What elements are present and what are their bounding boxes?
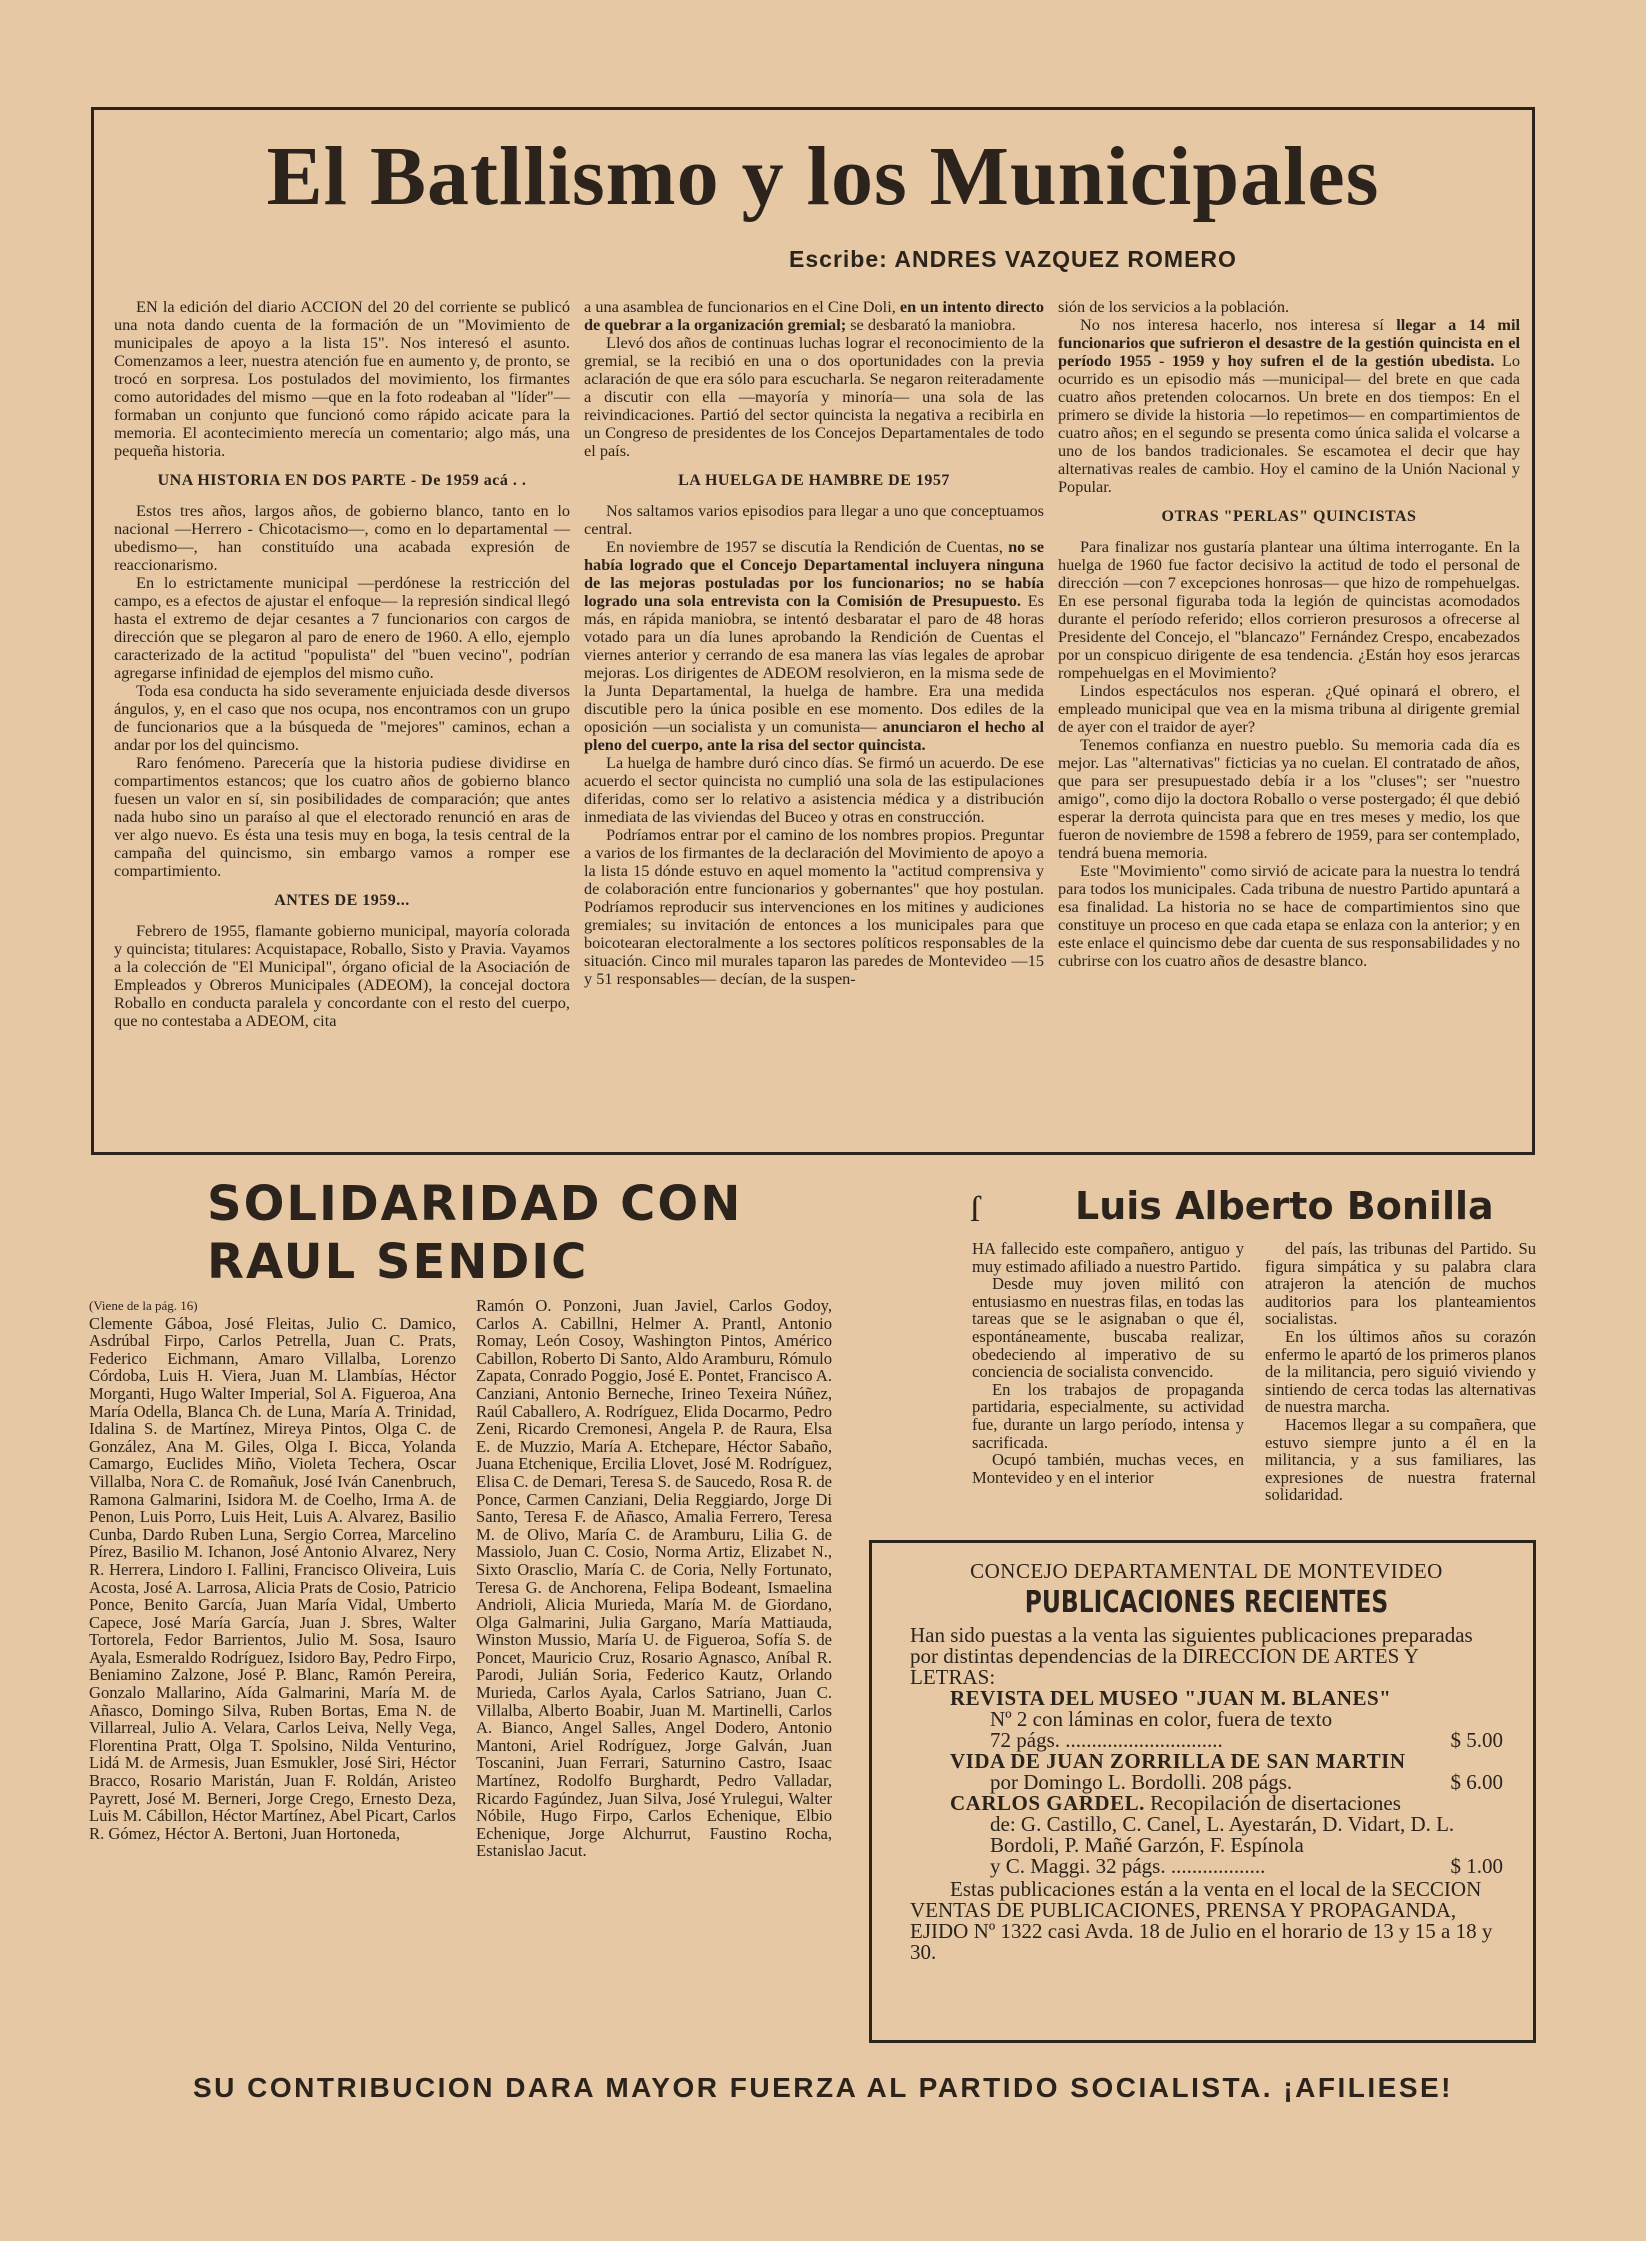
obituary-title: Luis Alberto Bonilla xyxy=(1075,1184,1494,1228)
paragraph-text: Podríamos entrar por el camino de los nombres propios. Preguntar a varios de los firmantes de la declaración del Movimiento de apoyo a la lista 15 dónde estuvo en aquel momento la "actitud comprensiva y de colaboración entre funcionarios y gobernantes" que hoy postulan. Podríamos reproducir sus intervenciones en los mitines y audiciones gremiales; su invitación de entonces a los municipales para que boicotearan electoralmente a los sectores políticos responsables de la situación. Cinco mil murales taparon las paredes de Montevideo —15 y 51 responsables— decían, de la suspen- xyxy=(584,825,1044,988)
paragraph: En los últimos años su corazón enfermo le apartó de los primeros planos de la militancia, pero siguió viviendo y sintiendo de cerca todas las alternativas de nuestra marcha. xyxy=(1265,1326,1536,1417)
section-heading: UNA HISTORIA EN DOS PARTE - De 1959 acá . . xyxy=(157,472,527,489)
paragraph-text: En noviembre de 1957 se discutía la Rendición de Cuentas, xyxy=(606,537,1009,556)
paragraph xyxy=(114,574,570,682)
paragraph-text: sión de los servicios a la población. xyxy=(1058,298,1290,316)
paragraph xyxy=(114,502,570,574)
paragraph xyxy=(1058,316,1520,496)
article-title: El Batllismo y los Municipales xyxy=(266,130,1380,223)
paragraph xyxy=(1058,736,1520,862)
ad-intro: Han sido puestas a la venta las siguientes publicaciones preparadas por distintas dependencias de la DIRECCION DE ARTES Y LETRAS: xyxy=(910,1623,1473,1689)
paragraph-text: Lo ocurrido es un episodio más —municipal— del brete en que cada cuatro años pretenden colocarnos. Un brete en dos tiempos: En el primero se divide la historia —lo repetimos— en compartimientos de cuatro años; en el segundo se presenta como única salida el volcarse a uno de los bandos tradicionales. Se escamotea el decir que hay alternativas reales de cambio. Hoy el camino de la Unión Nacional y Popular. xyxy=(1058,351,1520,496)
publication-price: $ 1.00 xyxy=(1450,1854,1503,1878)
signatories-text: Ramón O. Ponzoni, Juan Javiel, Carlos Godoy, Carlos A. Cabillni, Helmer A. Prantl, Antonio Romay, León Cosoy, Washington Pintos, Américo Cabillon, Roberto Di Santo, Aldo Aramburu, Rómulo Zapata, Conrado Poggio, José E. Pontet, Francisco A. Canziani, Antonio Berneche, Irineo Texeira Núñez, Raúl Caballero, A. Rodríguez, Elida Docarmo, Pedro Zeni, Ricardo Cremonesi, Angela P. de Raura, Elsa E. de Muzzio, María A. Etchepare, Héctor Sabaño, Juana Etchenique, Ercilia Llovet, José M. Rodríguez, Elisa C. de Demari, Teresa S. de Saucedo, Rosa R. de Ponce, Carmen Canziani, Delia Reggiardo, Jorge Di Santo, Teresa F. de Añasco, Amalia Ferrero, Teresa M. de Olivo, María C. de Aramburu, Lilia G. de Massiolo, Juan C. Cosio, Norma Artiz, Elizabet N., Sixto Orasclio, María C. de Coria, Nelly Fortunato, Teresa G. de Anchorena, Felipa Bodeant, Ismaelina Andrioli, Alicia Murieda, María M. de Giordano, Olga Galmarini, Julia Gargano, María Mattiauda, Winston Mussio, María U. de Figueroa, Sofía S. de Poncet, Mauricio Cruz, Rosario Agnasco, Aníbal R. Parodi, Julián Soria, Federico Kautz, Orlando Murieda, Carlos Ayala, Carlos Satriano, Juan C. Villalba, Alberto Boabir, Juan M. Martinelli, Carlos A. Bianco, Angel Salles, Angel Dodero, Antonio Mantoni, Ariel Rodríguez, Jorge Galván, Juan Toscanini, Juan Ferrari, Saturnino Castro, Isaac Martínez, Rodolfo Burghardt, Pedro Valladar, Ricardo Fagúndez, Juan Silva, José Yrulegui, Walter Nóbile, Hugo Firpo, Carlos Echenique, Elbio Echenique, Jorge Alchurrut, Faustino Rocha, Estanislao Jacut. xyxy=(476,1297,832,1861)
article-byline: Escribe: ANDRES VAZQUEZ ROMERO xyxy=(789,246,1237,272)
publication-pages: por Domingo L. Bordolli. 208 págs. xyxy=(990,1770,1293,1794)
publication-description: de: G. Castillo, C. Canel, L. Ayestarán, D. Vidart, D. L. Bordoli, P. Mañé Garzón, F. Espínola xyxy=(990,1812,1455,1857)
publication-item xyxy=(950,1793,1503,1877)
obituary-column-2 xyxy=(1265,1240,1536,1530)
paragraph-text: se desbarató la maniobra. xyxy=(846,315,1016,334)
paragraph: del país, las tribunas del Partido. Su figura simpática y su palabra clara atrajeron la atención de muchos auditorios para los planteamientos socialistas. xyxy=(1265,1240,1536,1329)
bold-text: no se había logrado que el Concejo Departamental incluyera ninguna de las mejoras postuladas por los funcionarios; no se había logrado una sola entrevista con la Comisión de Presupuesto. xyxy=(584,537,1044,610)
bold-text: llegar a 14 mil funcionarios que sufrieron el desastre de la gestión quincista en el período 1955 - 1959 y hoy sufren el de la gestión ubedista. xyxy=(1058,315,1520,370)
publication-name: CARLOS GARDEL. xyxy=(950,1791,1145,1815)
paragraph xyxy=(584,298,1044,334)
paragraph-text: La huelga de hambre duró cinco días. Se firmó un acuerdo. De ese acuerdo el sector quincista no cumplió una sola de las estipulaciones diferidas, como ser lo relativo a asistencia médica y a distribución inmediata de las viviendas del Buceo y otras en construcción. xyxy=(584,753,1044,826)
publication-price-row xyxy=(990,1856,1503,1877)
paragraph-text: No nos interesa hacerlo, nos interesa sí xyxy=(1080,315,1397,334)
publication-item xyxy=(950,1688,1503,1751)
ad-organization: CONCEJO DEPARTAMENTAL DE MONTEVIDEO xyxy=(970,1559,1443,1583)
article-column-2 xyxy=(584,298,1044,1148)
paragraph xyxy=(114,754,570,880)
solidaridad-title xyxy=(207,1175,742,1291)
paragraph-text: Para finalizar nos gustaría plantear una última interrogante. En la huelga de 1960 fue factor decisivo la actitud de todo el personal de dirección —con 7 excepciones honrosas— que hizo de rompehuelgas. En ese personal figuraba toda la legión de quincistas acomodados durante el período referido; ellos corrieron presurosos a ofrecerse al Presidente del Concejo, el "blancazo" Fernández Crespo, encabezados por un conspicuo dirigente de esa tendencia. ¿Están hoy esos jerarcas rompehuelgas en el Movimiento? xyxy=(1058,537,1520,682)
paragraph: Desde muy joven militó con entusiasmo en nuestras filas, en todas las tareas que se le asignaban o que él, espontáneamente, buscaba realizar, obedeciendo al imperativo de su conciencia de socialista convencido. xyxy=(972,1274,1244,1382)
publication-name: VIDA DE JUAN ZORRILLA DE SAN MARTIN xyxy=(950,1749,1406,1773)
signatories-column-2 xyxy=(476,1297,832,2087)
paragraph-text: En lo estrictamente municipal —perdónese la restricción del campo, es a efectos de ajustar el enfoque— la represión sindical llegó hasta el extremo de dejar cesantes a 7 funcionarios con cargos de dirección que se plegaron al paro de enero de 1960. A ello, ejemplo caracterizado de la actitud "populista" del "buen vecino", podrían agregarse infinidad de ejemplos del mismo cuño. xyxy=(114,573,570,682)
paragraph xyxy=(1058,298,1520,316)
publication-price: $ 5.00 xyxy=(1450,1728,1503,1752)
publication-item xyxy=(950,1751,1503,1793)
solidaridad-title-line2: RAUL SENDIC xyxy=(207,1234,589,1290)
paragraph xyxy=(584,502,1044,538)
publication-price: $ 6.00 xyxy=(1450,1770,1503,1794)
ad-outro: Estas publicaciones están a la venta en el local de la SECCION VENTAS DE PUBLICACIONES, PRENSA Y PROPAGANDA, EJIDO Nº 1322 casi Avda. 18 de Julio en el horario de 13 y 15 a 18 y 30. xyxy=(910,1877,1493,1964)
paragraph xyxy=(114,298,570,460)
publication-subtitle: Recopilación de disertaciones xyxy=(1144,1791,1401,1815)
paragraph-text: Febrero de 1955, flamante gobierno municipal, mayoría colorada y quincista; titulares: Acquistapace, Roballo, Sisto y Pravia. Vayamos a la colección de "El Municipal", órgano oficial de la Asociación de Empleados y Obreros Municipales (ADEOM), la concejal doctora Roballo en conducta paralela y concordante con el resto del cuerpo, que no contestaba a ADEOM, cita xyxy=(114,921,570,1030)
paragraph-text: Este "Movimiento" como sirvió de acicate para la nuestra lo tendrá para todos los municipales. Cada tribuna de nuestro Partido apuntará a esa finalidad. La historia no se hace de compartimientos sino que constituye un proceso en que cada etapa se enlaza con la anterior; y en este enlace el quincismo debe dar cuenta de sus responsabilidades y no cubrirse con los cuatro años de desastre blanco. xyxy=(1058,861,1520,970)
ornament-icon: ſ xyxy=(970,1189,981,1229)
publication-price-row xyxy=(990,1772,1503,1793)
paragraph: Ocupó también, muchas veces, en Montevideo y en el interior xyxy=(972,1450,1244,1487)
article-column-1 xyxy=(114,298,570,1148)
publication-title xyxy=(950,1793,1503,1814)
paragraph xyxy=(584,826,1044,988)
paragraph-text: Tenemos confianza en nuestro pueblo. Su memoria cada día es mejor. Las "alternativas" ficticias ya no cuelan. El contratado de años, que para ser presupuestado debía ir a los "cluses"; ser "nuestro amigo", como dijo la doctora Roballo o verse postergado; él que debió esperar la derrota quincista para que en tres meses y medio, los que fueron de noviembre de 1598 a febrero de 1959, para ser contemplado, tendrá buena memoria. xyxy=(1058,735,1520,862)
paragraph: HA fallecido este compañero, antiguo y muy estimado afiliado a nuestro Partido. xyxy=(972,1240,1244,1276)
paragraph xyxy=(1058,682,1520,736)
paragraph-text: Llevó dos años de continuas luchas lograr el reconocimiento de la gremial, se la recibió en una o dos oportunidades con la previa aclaración de que era sólo para escucharla. Se negaron reiteradamente a discutir con ella —mayoría y minoría— una sola de las reivindicaciones. Partió del sector quincista la negativa a recibirla en un Congreso de presidentes de los Concejos Departamentales de todo el país. xyxy=(584,333,1044,460)
publication-list xyxy=(910,1688,1503,1877)
paragraph-text: Raro fenómeno. Parecería que la historia pudiese dividirse en compartimentos estancos; que los cuatro años de gobierno blanco fuesen un valor en sí, sin posibilidades de comparación; que antes nada hubo sino un paraíso al que el electorado renunció en aras de ver algo nuevo. Es ésta una tesis muy en boga, la tesis central de la campaña del quincismo, sin embargo vamos a romper ese compartimiento. xyxy=(114,753,570,880)
paragraph xyxy=(1058,538,1520,682)
bold-text: anunciaron el hecho al pleno del cuerpo, ante la risa del sector quincista. xyxy=(584,717,1044,754)
paragraph xyxy=(584,754,1044,826)
section-heading: OTRAS "PERLAS" QUINCISTAS xyxy=(1161,508,1417,525)
paragraph-text: Toda esa conducta ha sido severamente enjuiciada desde diversos ángulos, y, en el caso que nos ocupa, nos encontramos con un grupo de funcionarios que a la búsqueda de "mejores" caminos, echan a andar por los del quincismo. xyxy=(114,681,570,754)
paragraph-text: Estos tres años, largos años, de gobierno blanco, tanto en lo nacional —Herrero - Chicotacismo—, como en lo departamental —ubedismo—, han constituído una acabada expresión de reaccionarismo. xyxy=(114,501,570,574)
bold-text: en un intento directo de quebrar a la organización gremial; xyxy=(584,298,1044,334)
publicaciones-ad xyxy=(869,1540,1536,2043)
publication-price-row xyxy=(990,1730,1503,1751)
obituary-column-1 xyxy=(972,1240,1244,1530)
section-heading: ANTES DE 1959... xyxy=(274,892,410,909)
paragraph-text: Lindos espectáculos nos esperan. ¿Qué opinará el obrero, el empleado municipal que vea en la misma tribuna al dirigente gremial de ayer con el traidor de ayer? xyxy=(1058,681,1520,736)
publication-title xyxy=(950,1751,1503,1772)
signatories-column-1 xyxy=(89,1297,456,2087)
continued-note: (Viene de la pág. 16) xyxy=(89,1298,198,1313)
paragraph-text: a una asamblea de funcionarios en el Cine Doli, xyxy=(584,298,900,316)
paragraph xyxy=(114,682,570,754)
publication-description: Nº 2 con láminas en color, fuera de texto xyxy=(990,1707,1333,1731)
publication-title xyxy=(950,1688,1503,1709)
publication-pages: y C. Maggi. 32 págs. .................. xyxy=(990,1854,1266,1878)
paragraph xyxy=(584,538,1044,754)
paragraph-text: EN la edición del diario ACCION del 20 del corriente se publicó una nota dando cuenta de la formación de un "Movimiento de municipales de apoyo a la lista 15". Nos interesó el asunto. Comenzamos a leer, nuestra atención fue en aumento y, de pronto, se trocó en sorpresa. Los postulados del movimiento, los firmantes como autoridades del mismo —que en la foto rodeaban al "líder"— formaban un conjunto que funcionó como rápido acicate para la memoria. El acontecimiento merecía un comentario; algo más, una pequeña historia. xyxy=(114,298,570,460)
footer-slogan: SU CONTRIBUCION DARA MAYOR FUERZA AL PARTIDO SOCIALISTA. ¡AFILIESE! xyxy=(192,2072,1454,2103)
paragraph xyxy=(1058,862,1520,970)
paragraph: Hacemos llegar a su compañera, que estuvo siempre junto a él en la militancia, y a sus familiares, las expresiones de nuestra fraternal solidaridad. xyxy=(1265,1414,1536,1505)
paragraph-text: Es más, en rápida maniobra, se intentó desbaratar el paro de 48 horas votado para un día lunes aprobando la Rendición de Cuentas el viernes anterior y cerrando de esa manera las vías legales de aprobar mejoras. Los dirigentes de ADEOM resolvieron, en la misma sede de la Junta Departamental, la huelga de hambre. Era una medida discutible pero la única posible en ese momento. Dos ediles de la oposición —un socialista y un comunista— xyxy=(584,591,1044,736)
paragraph xyxy=(114,922,570,1030)
paragraph xyxy=(584,334,1044,460)
section-heading: LA HUELGA DE HAMBRE DE 1957 xyxy=(678,472,950,489)
paragraph-text: Nos saltamos varios episodios para llegar a uno que conceptuamos central. xyxy=(584,501,1044,538)
ad-title: PUBLICACIONES RECIENTES xyxy=(1024,1585,1389,1620)
publication-name: REVISTA DEL MUSEO "JUAN M. BLANES" xyxy=(950,1686,1392,1710)
publication-pages: 72 págs. .............................. xyxy=(990,1728,1223,1752)
signatories-text: Clemente Gáboa, José Fleitas, Julio C. Damico, Asdrúbal Firpo, Carlos Petrella, Juan C. Prats, Federico Eichmann, Amaro Villalba, Lorenzo Córdoba, Luis H. Viera, Juan M. Llambías, Héctor Morganti, Hugo Walter Imperial, Sol A. Figueroa, Ana María Odella, Blanca Ch. de Luna, María A. Trinidad, Idalina S. de Martínez, Mireya Pintos, Olga C. de González, Ana M. Giles, Olga I. Bicca, Yolanda Camargo, Euclides Miño, Violeta Techera, Oscar Villalba, Nora C. de Romañuk, José Iván Canenbruch, Ramona Galmarini, Isidora M. de Coelho, Irma A. de Penon, Luis Porro, Luis Heit, Luis A. Alvarez, Basilio Cunba, Dardo Ruben Luna, Sergio Correa, Marcelino Pírez, Basilio M. Ichanon, José Antonio Alvarez, Nery R. Herrera, Lindoro I. Fallini, Francisco Oliveira, Luis Acosta, José A. Larrosa, Alicia Prats de Cosio, Patricio Ponce, Benito García, Juan María Vidal, Umberto Capece, José María García, Juan J. Sbres, Walter Tortorela, Fedor Barrientos, Julio M. Sosa, Isauro Ayala, Esmeraldo Rodríguez, Isidoro Bay, Pedro Firpo, Beniamino Zalzone, José P. Blanc, Ramón Pereira, Gonzalo Mallarino, Aída Galmarini, María M. de Añasco, Domingo Silva, Ruben Bortas, Ema N. de Villarreal, Julio A. Velara, Carlos Leiva, Nelly Vega, Florentina Pratt, Olga T. Spolsino, Nilda Venturino, Lidá M. de Armesis, Juan Esmukler, José Siri, Héctor Bracco, Rosario Maristán, Juan F. Roldán, Aristeo Payrett, José M. Berneri, Jorge Crego, Ernesto Deza, Luis M. Cábillon, Héctor Martínez, Abel Picart, Carlos R. Gómez, Héctor A. Bertoni, Juan Hortoneda, xyxy=(89,1313,456,1843)
solidaridad-title-line1: SOLIDARIDAD CON xyxy=(207,1176,743,1232)
paragraph: En los trabajos de propaganda partidaria, especialmente, su actividad fue, durante un largo período, intensa y sacrificada. xyxy=(972,1379,1244,1452)
article-column-3 xyxy=(1058,298,1520,1148)
